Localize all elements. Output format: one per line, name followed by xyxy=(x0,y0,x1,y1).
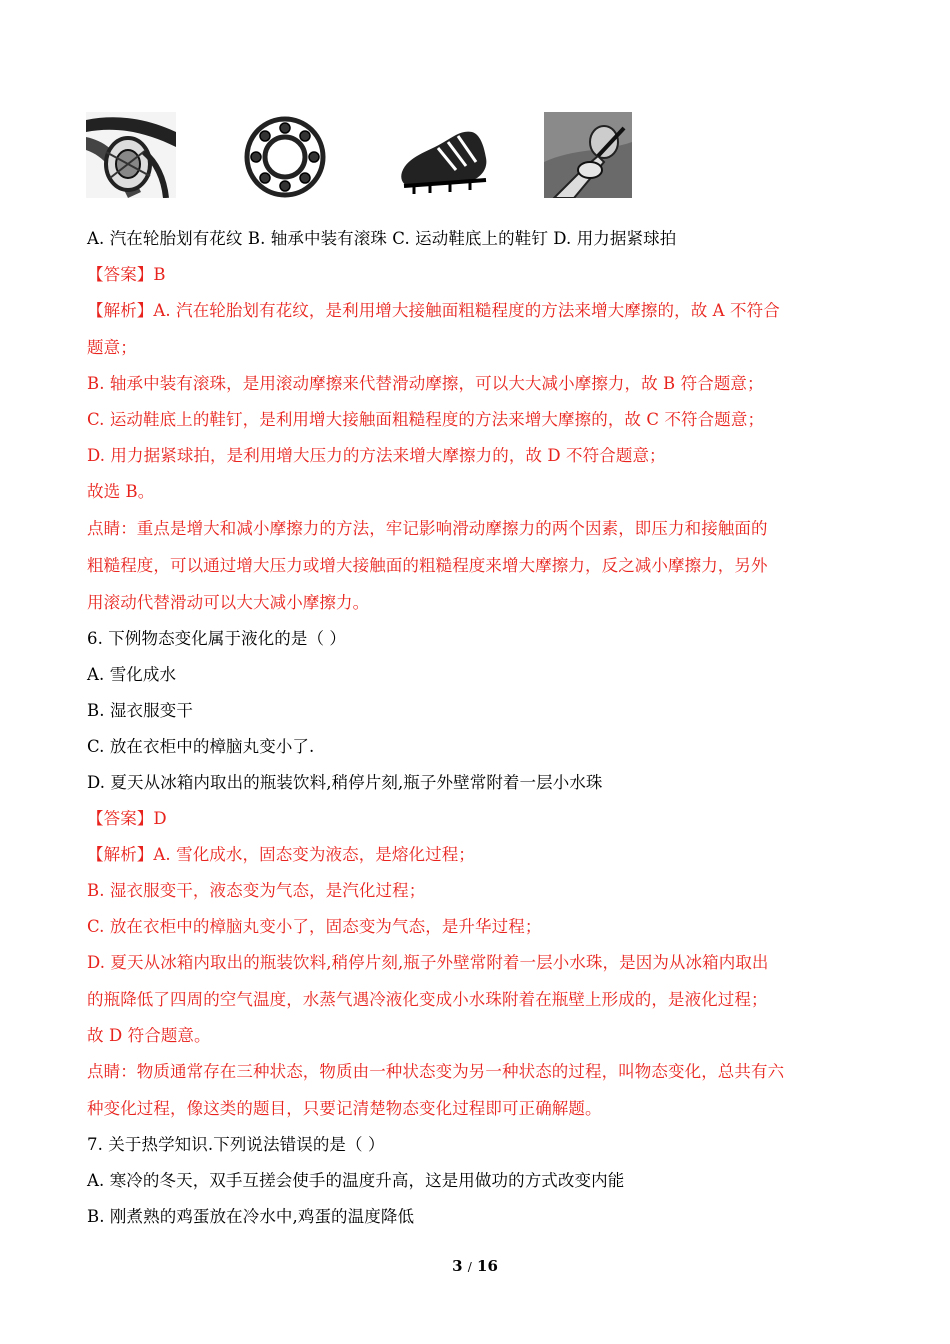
q5-tip-line-3: 用滚动代替滑动可以大大减小摩擦力。 xyxy=(87,593,370,612)
q6-analysis-line-5: 的瓶降低了四周的空气温度，水蒸气遇冷液化变成小水珠附着在瓶壁上形成的，是液化过程； xyxy=(87,990,768,1009)
q6-option-d: D. 夏天从冰箱内取出的瓶装饮料,稍停片刻,瓶子外壁常附着一层小水珠 xyxy=(87,773,603,792)
q5-tip-line-1: 点睛：重点是增大和减小摩擦力的方法，牢记影响滑动摩擦力的两个因素，即压力和接触面的 xyxy=(87,519,768,538)
bearing-figure xyxy=(242,112,328,198)
q6-analysis-line-3: C. 放在衣柜中的樟脑丸变小了，固态变为气态，是升华过程； xyxy=(87,917,542,936)
q6-tip-line-2: 种变化过程，像这类的题目，只要记清楚物态变化过程即可正确解题。 xyxy=(87,1099,602,1118)
q5-options: A. 汽在轮胎划有花纹 B. 轴承中装有滚珠 C. 运动鞋底上的鞋钉 D. 用力据紧球拍 xyxy=(87,229,677,248)
q6-option-c: C. 放在衣柜中的樟脑丸变小了. xyxy=(87,737,315,756)
tire-figure xyxy=(86,112,176,198)
q6-analysis-line-2: B. 湿衣服变干，液态变为气态，是汽化过程； xyxy=(87,881,426,900)
q7-option-b: B. 刚煮熟的鸡蛋放在冷水中,鸡蛋的温度降低 xyxy=(87,1207,415,1226)
spiked-shoe-figure xyxy=(398,112,490,198)
page-total: 16 xyxy=(477,1257,498,1275)
q5-analysis-line-1: 【解析】A. 汽在轮胎划有花纹，是利用增大接触面粗糙程度的方法来增大摩擦的，故 A 不符合 xyxy=(87,301,780,320)
q5-analysis-line-5: D. 用力据紧球拍，是利用增大压力的方法来增大摩擦力的，故 D 不符合题意； xyxy=(87,446,666,465)
q6-option-b: B. 湿衣服变干 xyxy=(87,701,193,720)
page-current: 3 xyxy=(452,1257,463,1275)
q6-answer: 【答案】D xyxy=(87,809,167,828)
q6-tip-line-1: 点睛：物质通常存在三种状态，物质由一种状态变为另一种状态的过程，叫物态变化，总共有六 xyxy=(87,1062,785,1081)
figure-row xyxy=(86,112,646,200)
q5-analysis-line-3: B. 轴承中装有滚珠，是用滚动摩擦来代替滑动摩擦，可以大大减小摩擦力，故 B 符合题意； xyxy=(87,374,764,393)
q7-option-a: A. 寒冷的冬天，双手互搓会使手的温度升高，这是用做功的方式改变内能 xyxy=(87,1171,625,1190)
q5-answer: 【答案】B xyxy=(87,265,166,284)
q5-conclusion: 故选 B。 xyxy=(87,482,155,501)
q6-analysis-line-4: D. 夏天从冰箱内取出的瓶装饮料,稍停片刻,瓶子外壁常附着一层小水珠，是因为从冰箱内取出 xyxy=(87,953,769,972)
q6-option-a: A. 雪化成水 xyxy=(87,665,177,684)
q5-analysis-line-2: 题意； xyxy=(87,338,137,357)
q6-conclusion: 故 D 符合题意。 xyxy=(87,1026,211,1045)
q7-question: 7. 关于热学知识.下列说法错误的是（ ） xyxy=(87,1135,385,1154)
q6-analysis-line-1: 【解析】A. 雪化成水，固态变为液态，是熔化过程； xyxy=(87,845,475,864)
page-separator: / xyxy=(467,1260,472,1274)
q6-question: 6. 下例物态变化属于液化的是（ ） xyxy=(87,629,347,648)
q5-analysis-line-4: C. 运动鞋底上的鞋钉，是利用增大接触面粗糙程度的方法来增大摩擦的，故 C 不符合题意； xyxy=(87,410,765,429)
page-number xyxy=(0,1257,950,1275)
q5-tip-line-2: 粗糙程度，可以通过增大压力或增大接触面的粗糙程度来增大摩擦力，反之减小摩擦力，另外 xyxy=(87,556,768,575)
racket-grip-figure xyxy=(544,112,632,198)
